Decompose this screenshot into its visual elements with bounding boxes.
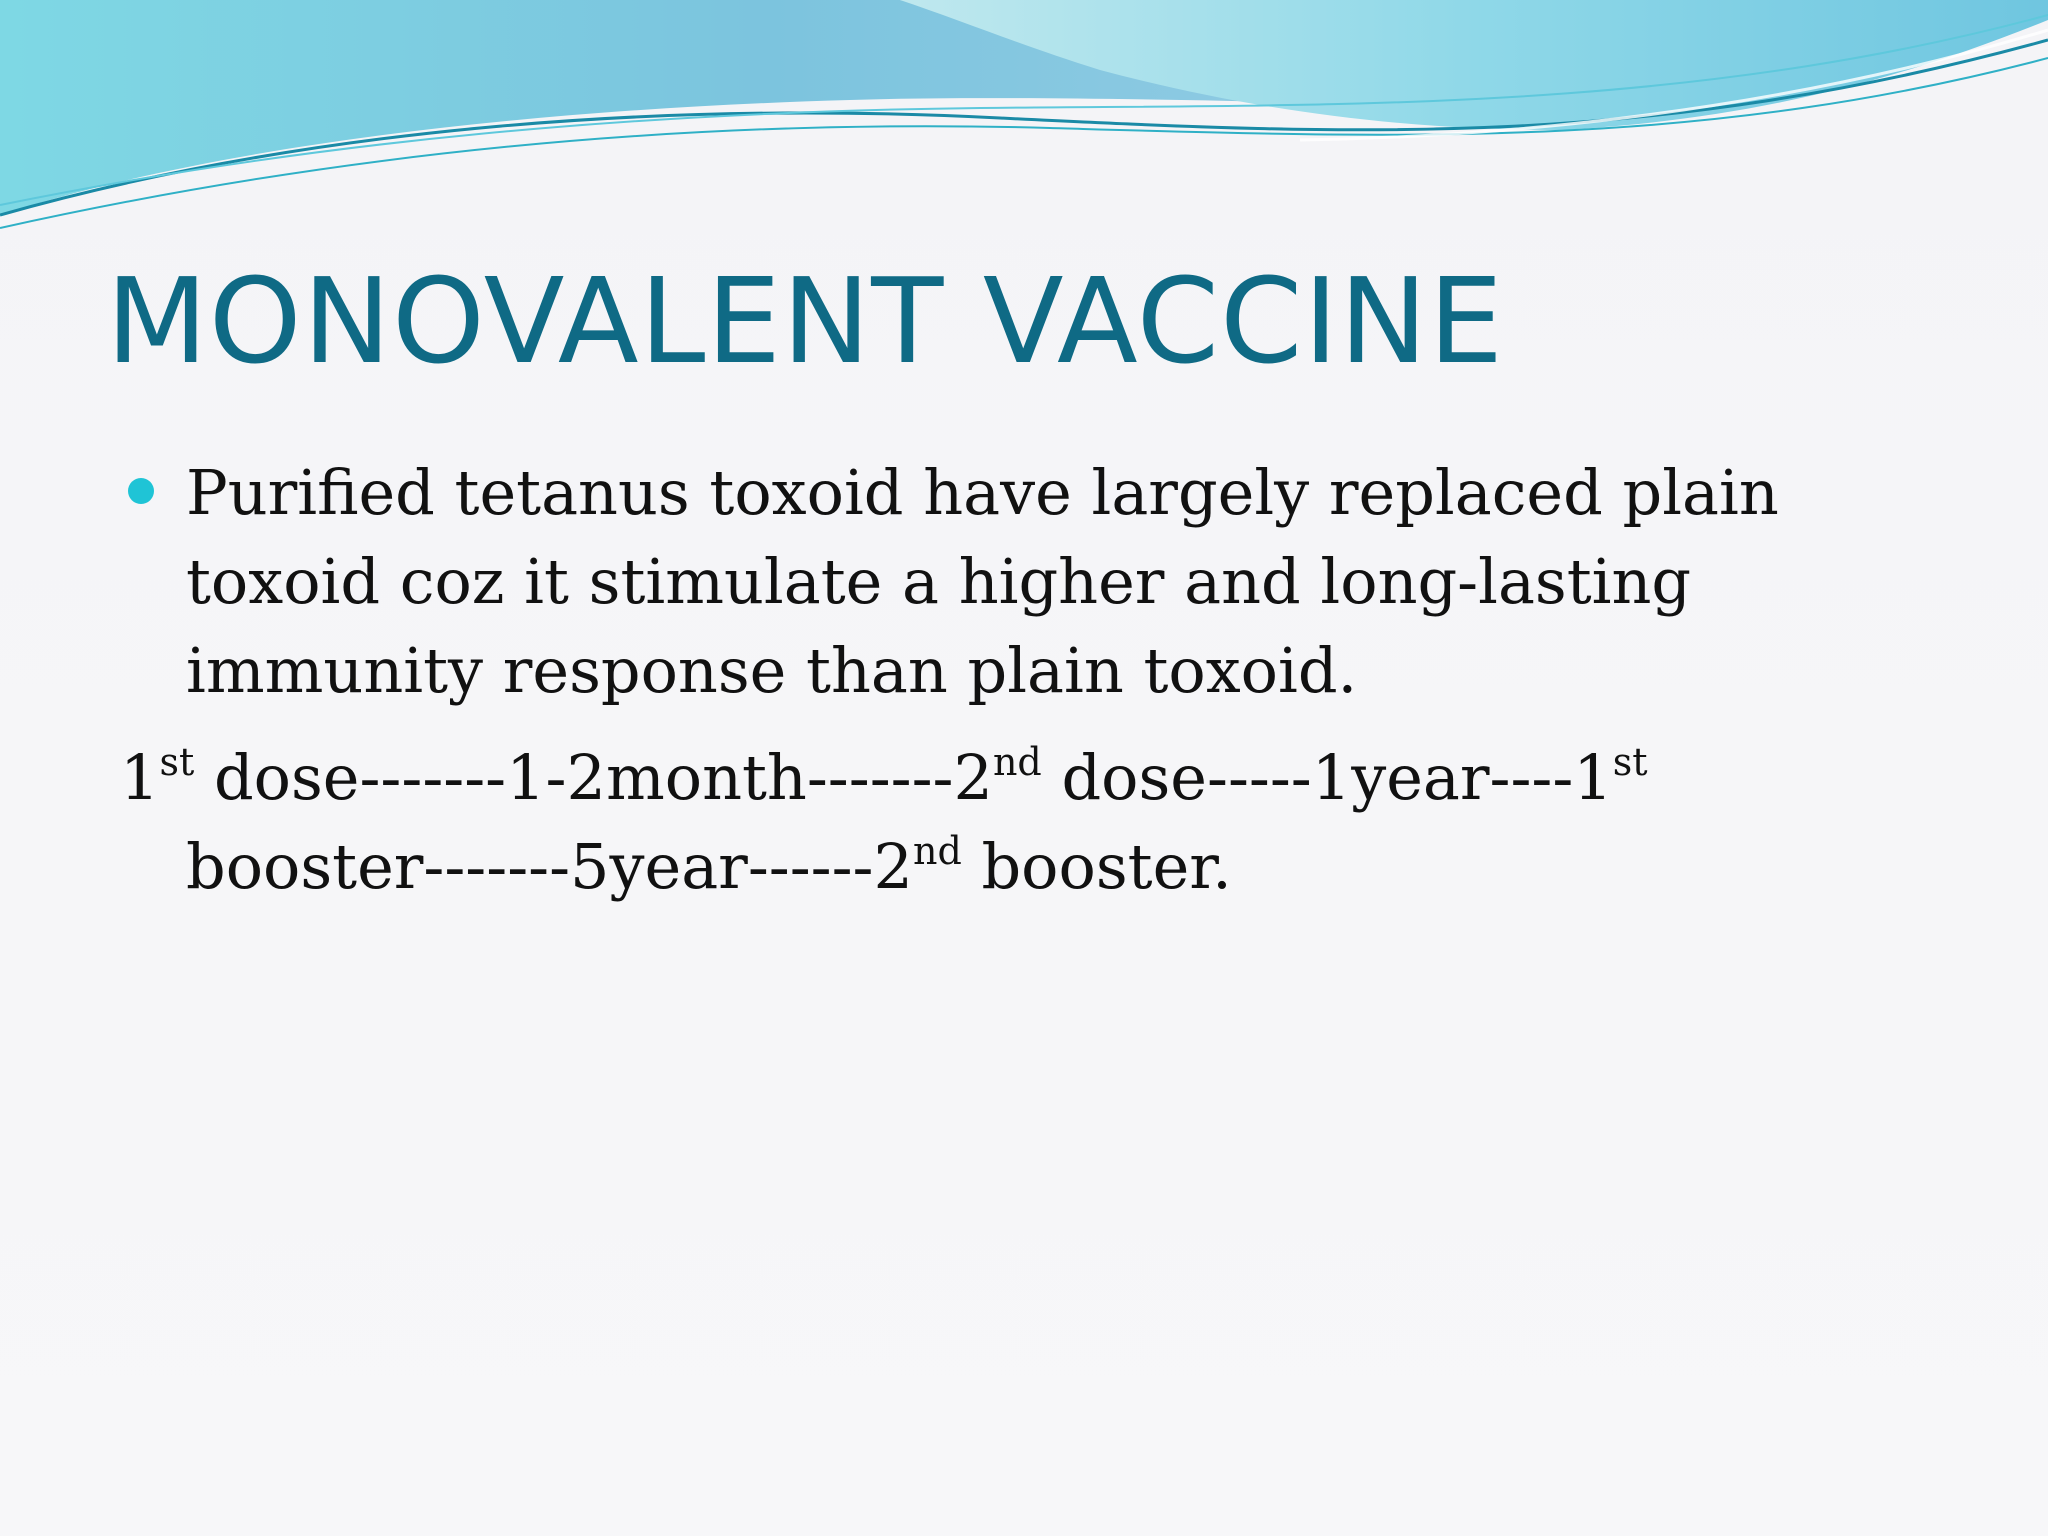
schedule-number-1: 1 xyxy=(120,741,160,814)
slide-title: MONOVALENT VACCINE xyxy=(106,252,1505,390)
schedule-segment-2: dose-----1year----1 xyxy=(1041,741,1613,814)
bullet-text: Purified tetanus toxoid have largely replaced plain toxoid coz it stimulate a higher and long-lasting immunity response than plain toxoid. xyxy=(186,456,1779,707)
schedule-sup-1: st xyxy=(159,740,195,784)
schedule-sup-3: st xyxy=(1612,740,1648,784)
wave-header-decoration xyxy=(0,0,2048,240)
schedule-segment-4: booster. xyxy=(961,830,1232,903)
slide-body xyxy=(120,448,1820,911)
dose-schedule xyxy=(120,733,1820,911)
schedule-segment-3: booster-------5year------2 xyxy=(186,830,913,903)
schedule-segment-1: dose-------1-2month-------2 xyxy=(194,741,993,814)
bullet-dot-icon xyxy=(128,478,154,504)
bullet-paragraph xyxy=(120,448,1820,715)
schedule-sup-4: nd xyxy=(912,829,962,873)
schedule-sup-2: nd xyxy=(992,740,1042,784)
